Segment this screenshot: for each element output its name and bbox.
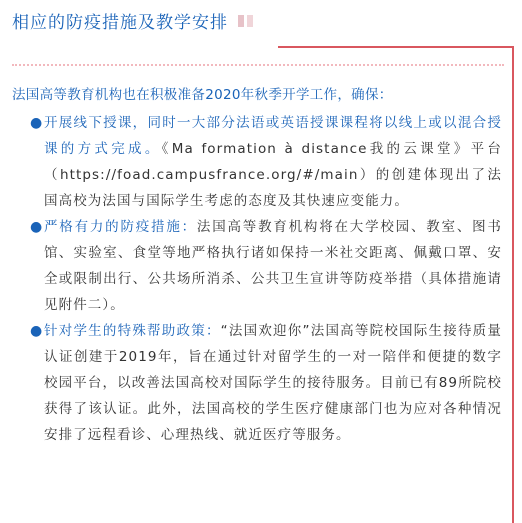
- item-body: 《Ma formation à distance我的云课堂》平台（https://foad.campusfrance.org/#/main）的创建体现出了法国高校为法国与国际学生考虑的态度及其快速应变能力。: [44, 141, 503, 209]
- dotted-divider: [12, 64, 504, 66]
- frame-right-border: [512, 46, 514, 523]
- item-body: “法国欢迎你”法国高等院校国际生接待质量认证创建于2019年，旨在通过针对留学生的一对一陪伴和便捷的数字校园平台，以改善法国高校对国际学生的接待服务。目前已有89所院校获得了该认证。此外，法国高校的学生医疗健康部门也为应对各种情况安排了远程看诊、心理热线、就近医疗等服务。: [44, 323, 502, 443]
- content-block: [12, 82, 502, 448]
- decor-mark: [247, 15, 253, 27]
- measures-list: [12, 110, 502, 448]
- list-item: [12, 214, 502, 318]
- decor-mark: [238, 15, 244, 27]
- intro-text: 法国高等教育机构也在积极准备2020年秋季开学工作，确保：: [12, 87, 393, 103]
- item-lead: 严格有力的防疫措施：: [44, 219, 197, 235]
- item-lead: 针对学生的特殊帮助政策：: [44, 323, 221, 339]
- section-title: 相应的防疫措施及教学安排: [12, 13, 228, 33]
- section-heading: [12, 8, 253, 33]
- bullet-icon: ●: [30, 219, 44, 235]
- list-item: [12, 110, 502, 214]
- item-body: 法国高等教育机构将在大学校园、教室、图书馆、实验室、食堂等地严格执行诸如保持一米社交距离、佩戴口罩、安全或限制出行、公共场所消杀、公共卫生宣讲等防疫举措（具体措施请见附件二）。: [44, 219, 503, 313]
- item-lead: 开展线下授课，同时一大部分法语或英语授课课程将以线上或以混合授课的方式完成。: [44, 115, 502, 157]
- title-decoration: [238, 15, 253, 27]
- bullet-icon: ●: [30, 323, 44, 339]
- frame-top-border: [278, 46, 514, 48]
- bullet-icon: ●: [30, 115, 44, 131]
- list-item: [12, 318, 502, 448]
